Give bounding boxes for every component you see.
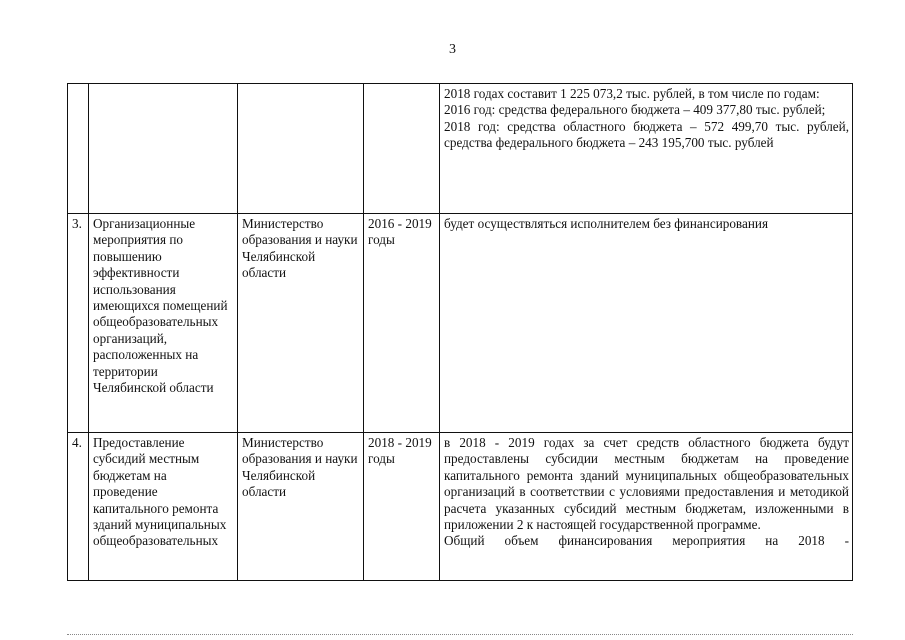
cell-term xyxy=(364,84,440,214)
page-bottom-rule xyxy=(67,634,853,635)
cell-expected-result xyxy=(440,214,853,433)
result-paragraph: в 2018 - 2019 годах за счет средств областного бюджета будут предоставлены субсидии местным бюджетам на проведение капитального ремонта зданий муниципальных общеобразовательных организаций в соответствии с условиями предоставления и методикой расчета указанных субсидий местным бюджетам, изложенными в приложении 2 к настоящей государственной программе. xyxy=(444,435,849,533)
cell-number: 3. xyxy=(68,214,89,433)
table-row xyxy=(68,433,853,581)
cell-number: 4. xyxy=(68,433,89,581)
result-paragraph: Общий объем финансирования мероприятия на 2018 - xyxy=(444,533,849,549)
result-paragraph: 2018 год: средства областного бюджета – 572 499,70 тыс. рублей, средства федерального бюджета – 243 195,700 тыс. рублей xyxy=(444,118,849,151)
cell-activity-name xyxy=(89,84,238,214)
program-activities-table xyxy=(67,83,853,581)
cell-term: 2016 - 2019 годы xyxy=(364,214,440,433)
result-paragraph: 2018 годах составит 1 225 073,2 тыс. рублей, в том числе по годам: xyxy=(444,86,820,101)
cell-activity-name: Организационные мероприятия по повышению эффективности использования имеющихся помещений общеобразовательных организаций, расположенных на территории Челябинской области xyxy=(89,214,238,433)
cell-number xyxy=(68,84,89,214)
cell-expected-result xyxy=(440,84,853,214)
table-row xyxy=(68,214,853,433)
result-paragraph: 2016 год: средства федерального бюджета – 409 377,80 тыс. рублей; xyxy=(444,102,826,118)
table-row xyxy=(68,84,853,214)
result-paragraph: будет осуществляться исполнителем без финансирования xyxy=(444,216,769,231)
page-number: 3 xyxy=(449,42,456,57)
cell-executor: Министерство образования и науки Челябинской области xyxy=(238,433,364,581)
cell-executor xyxy=(238,84,364,214)
cell-term: 2018 - 2019 годы xyxy=(364,433,440,581)
cell-executor: Министерство образования и науки Челябинской области xyxy=(238,214,364,433)
cell-activity-name: Предоставление субсидий местным бюджетам на проведение капитального ремонта зданий муниципальных общеобразовательных xyxy=(89,433,238,581)
cell-expected-result xyxy=(440,433,853,581)
